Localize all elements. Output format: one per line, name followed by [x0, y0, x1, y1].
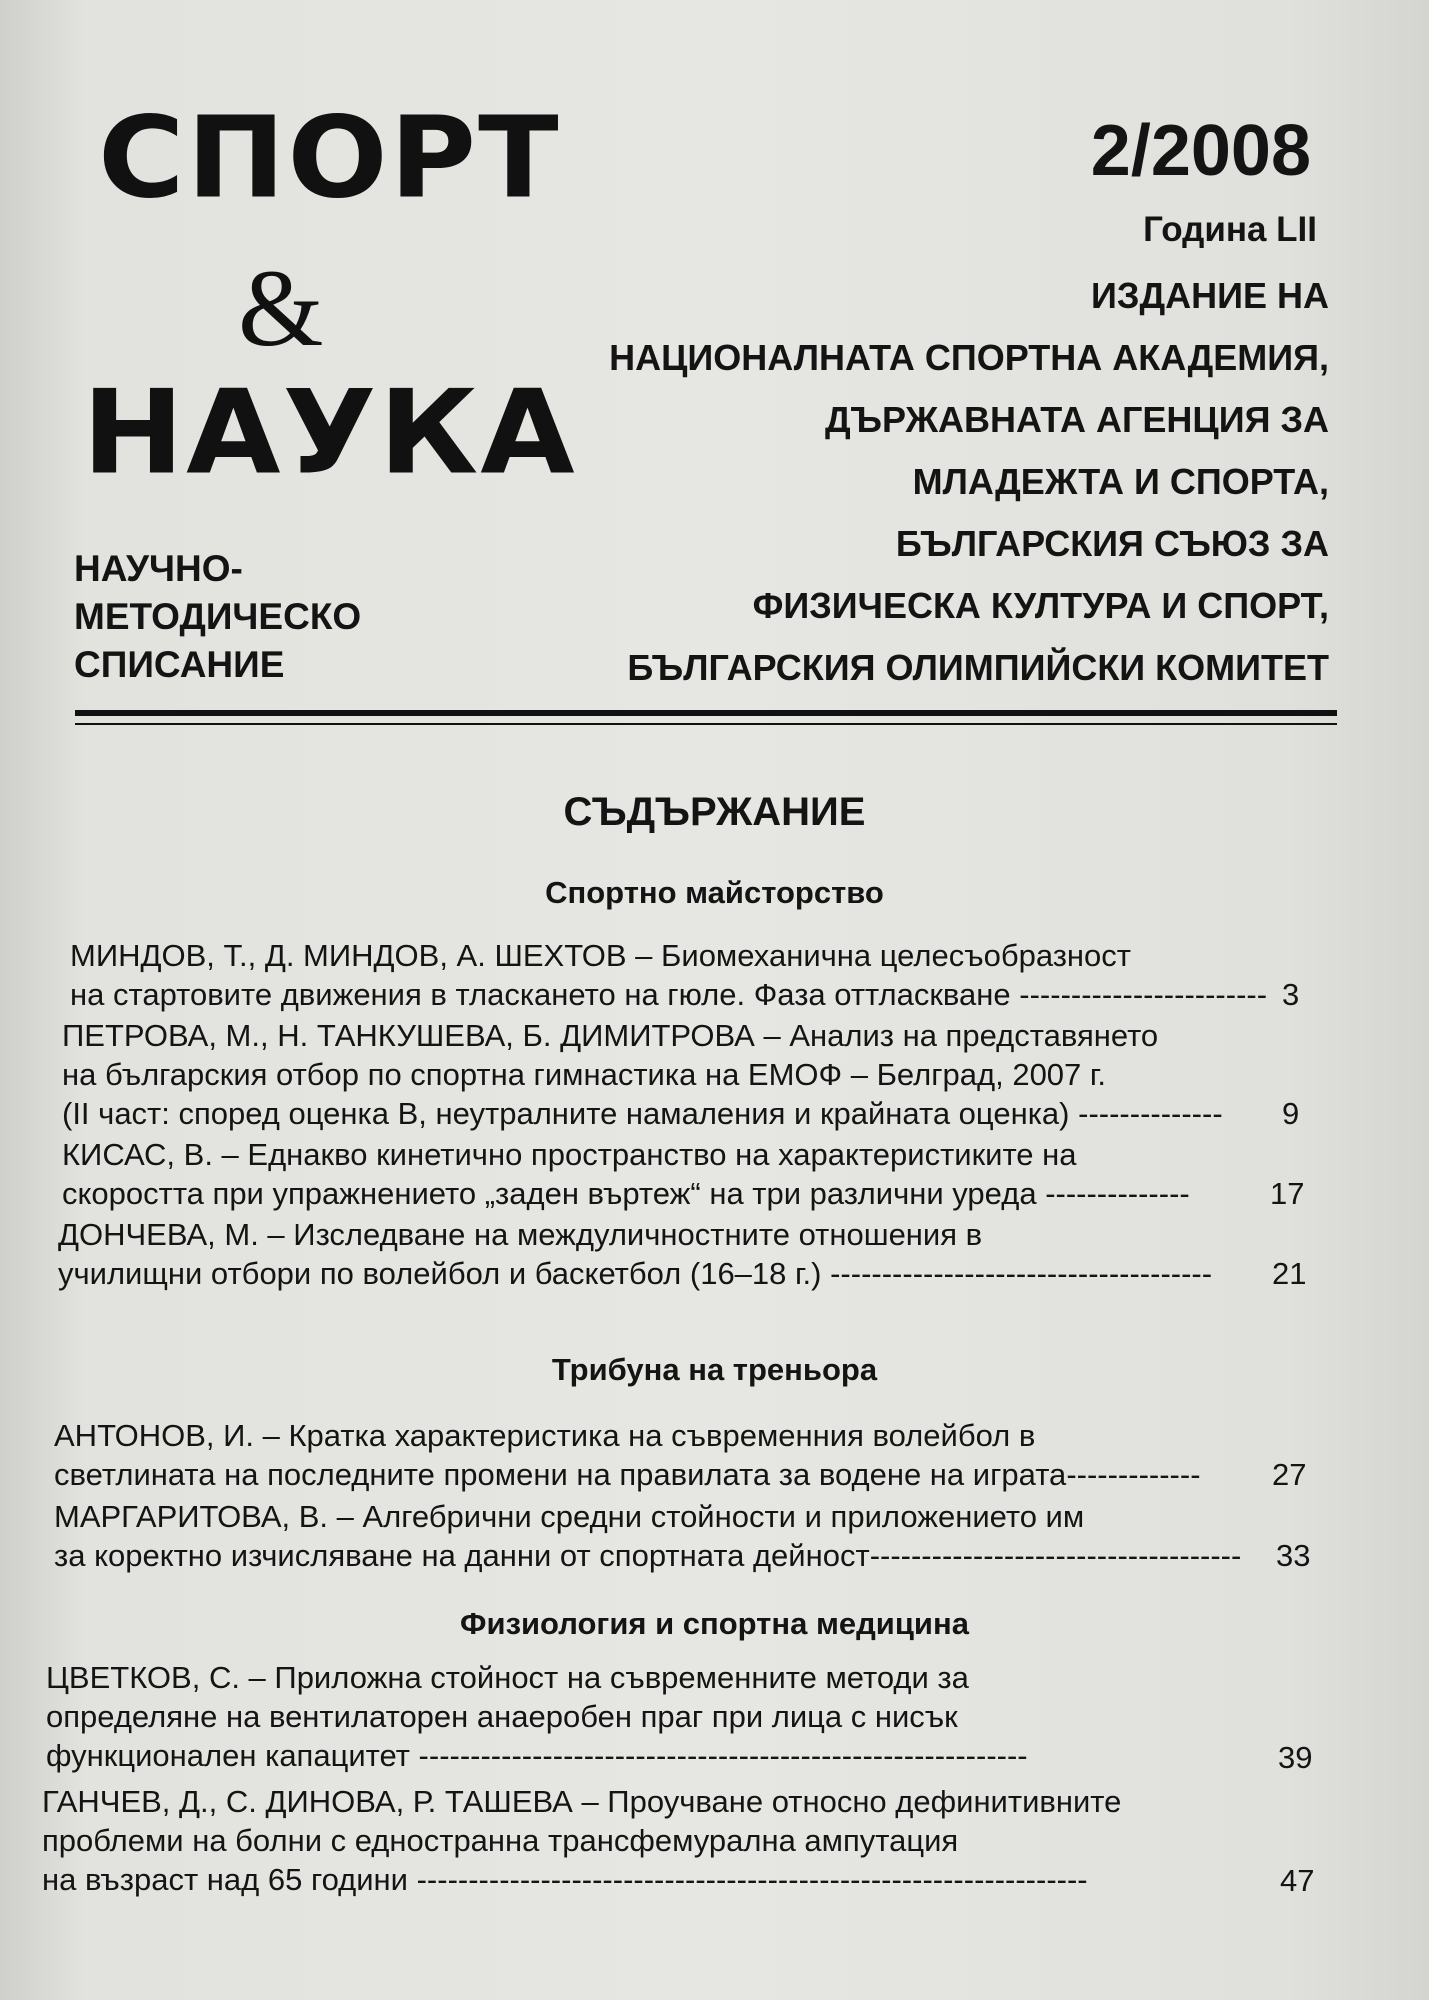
entry-line: КИСАС, В. – Еднакво кинетично пространство на характеристиките на	[62, 1137, 1077, 1172]
page-number: 21	[1272, 1256, 1307, 1291]
toc-entry[interactable]	[54, 1416, 1201, 1494]
issue-number: 2/2008	[1090, 111, 1311, 191]
page-number: 3	[1282, 977, 1300, 1012]
logo-sport: СПОРТ	[98, 92, 561, 224]
toc-entry[interactable]	[58, 1215, 1212, 1293]
entry-line: МИНДОВ, Т., Д. МИНДОВ, А. ШЕХТОВ – Биомеханична целесъобразност	[70, 938, 1131, 973]
subtitle-line: МЕТОДИЧЕСКО	[74, 596, 362, 637]
entry-line: ЦВЕТКОВ, С. – Приложна стойност на съвременните методи за	[46, 1660, 969, 1695]
publisher-line: ДЪРЖАВНАТА АГЕНЦИЯ ЗА	[825, 399, 1329, 440]
dot-leader: -------------	[1066, 1457, 1201, 1492]
page-number: 17	[1270, 1176, 1305, 1211]
entry-line: определяне на вентилаторен анаеробен праг при лица с нисък	[46, 1699, 958, 1734]
publisher-line: МЛАДЕЖТА И СПОРТА,	[912, 461, 1329, 502]
dot-leader: --------------	[1045, 1176, 1190, 1211]
toc-entry[interactable]	[62, 1016, 1223, 1133]
page-number: 27	[1272, 1457, 1307, 1492]
subtitle-line: СПИСАНИЕ	[74, 644, 285, 685]
section-heading: Физиология и спортна медицина	[460, 1606, 969, 1641]
publisher-block	[429, 265, 1329, 699]
divider-thin	[75, 723, 1337, 725]
page-number: 33	[1276, 1538, 1311, 1573]
publisher-line: ИЗДАНИЕ НА	[1091, 275, 1329, 316]
entry-line: светлината на последните промени на правилата за водене на играта	[54, 1457, 1067, 1492]
entry-line: на българския отбор по спортна гимнастика на ЕМОФ – Белград, 2007 г.	[62, 1057, 1107, 1092]
page-number: 47	[1280, 1863, 1315, 1898]
toc-title: СЪДЪРЖАНИЕ	[563, 790, 866, 834]
entry-line: (II част: според оценка B, неутралните намаления и крайната оценка)	[62, 1096, 1070, 1131]
entry-line: скоростта при упражнението „заден въртеж“ на три различни уреда	[62, 1176, 1037, 1211]
dot-leader: -----------------------------------------------------------------	[416, 1862, 1088, 1897]
page-number: 39	[1278, 1740, 1313, 1775]
entry-line: АНТОНОВ, И. – Кратка характеристика на съвременния волейбол в	[54, 1418, 1036, 1453]
journal-subtitle	[74, 545, 361, 689]
publisher-line: ФИЗИЧЕСКА КУЛТУРА И СПОРТ,	[752, 585, 1329, 626]
toc-entry[interactable]	[62, 1135, 1190, 1213]
dot-leader: --------------	[1078, 1096, 1223, 1131]
publisher-line: БЪЛГАРСКИЯ СЪЮЗ ЗА	[895, 523, 1329, 564]
subtitle-line: НАУЧНО-	[74, 548, 243, 589]
entry-line: проблеми на болни с едностранна трансфемурална ампутация	[42, 1823, 959, 1858]
logo-ampersand: &	[238, 247, 324, 369]
page-number: 9	[1282, 1096, 1300, 1131]
entry-line: за коректно изчисляване на данни от спортната дейност	[54, 1538, 870, 1573]
section-heading: Спортно майсторство	[545, 875, 884, 910]
dot-leader: ------------------------	[1019, 977, 1268, 1012]
divider-thick	[75, 710, 1337, 716]
entry-line: функционален капацитет	[46, 1738, 410, 1773]
entry-line: училищни отбори по волейбол и баскетбол (16–18 г.)	[58, 1256, 822, 1291]
volume-year: Година LII	[1143, 210, 1317, 249]
logo-nauka: НАУКА	[82, 365, 577, 500]
entry-line: МАРГАРИТОВА, В. – Алгебрични средни стойности и приложението им	[54, 1499, 1085, 1534]
dot-leader: -------------------------------------	[830, 1256, 1213, 1291]
section-heading: Трибуна на треньора	[551, 1352, 878, 1387]
dot-leader: -----------------------------------------------------------	[418, 1738, 1028, 1773]
toc-entry[interactable]	[70, 936, 1267, 1014]
toc-entry[interactable]	[42, 1782, 1121, 1899]
toc-entry[interactable]	[54, 1497, 1241, 1575]
publisher-line: НАЦИОНАЛНАТА СПОРТНА АКАДЕМИЯ,	[609, 337, 1329, 378]
dot-leader: ------------------------------------	[869, 1538, 1242, 1573]
entry-line: на възраст над 65 години	[42, 1862, 408, 1897]
publisher-line: БЪЛГАРСКИЯ ОЛИМПИЙСКИ КОМИТЕТ	[627, 647, 1329, 688]
entry-line: ДОНЧЕВА, М. – Изследване на междуличностните отношения в	[58, 1217, 983, 1252]
entry-line: на стартовите движения в тласкането на гюле. Фаза оттласкване	[70, 977, 1011, 1012]
entry-line: ПЕТРОВА, М., Н. ТАНКУШЕВА, Б. ДИМИТРОВА – Анализ на представянето	[62, 1018, 1159, 1053]
toc-entry[interactable]	[46, 1658, 1028, 1775]
entry-line: ГАНЧЕВ, Д., С. ДИНОВА, Р. ТАШЕВА – Проучване относно дефинитивните	[42, 1784, 1122, 1819]
